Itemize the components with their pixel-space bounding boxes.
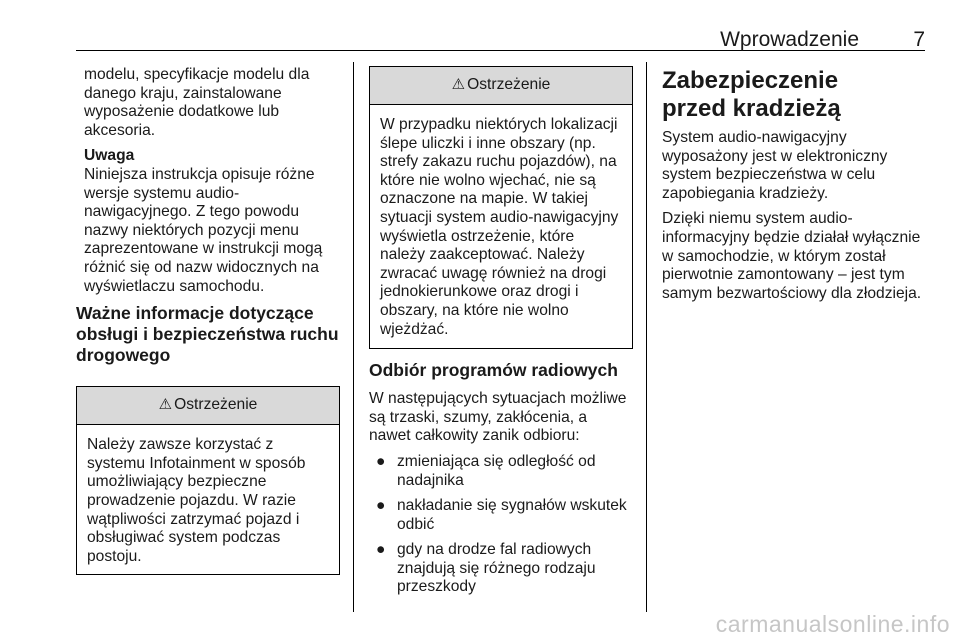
bullet-list bbox=[369, 453, 633, 597]
note-paragraph: Niniejsza instrukcja opisuje różne wersje systemu audio-nawigacyjnego. Z tego powodu nazwy niektórych pozycji menu zaprezentowane w instrukcji mogą różnić się od nazw widocznych na wyświetlaczu samochodu. bbox=[84, 165, 323, 295]
warning-box-2 bbox=[369, 66, 633, 349]
bullet-icon: ● bbox=[376, 497, 386, 515]
list-item: ● zmieniająca się odległość od nadajnika bbox=[376, 452, 596, 489]
warning-header bbox=[77, 387, 339, 425]
column-1 bbox=[76, 66, 346, 575]
list-item: ● gdy na drodze fal radiowych znajdują się różnego rodzaju przeszkody bbox=[376, 541, 596, 596]
warning-header bbox=[370, 67, 632, 105]
column-2 bbox=[369, 66, 633, 604]
warning-title: Ostrzeżenie bbox=[467, 76, 551, 94]
column-3 bbox=[662, 66, 930, 310]
warning-text: W przypadku niektórych lokalizacji ślepe uliczki i inne obszary (np. strefy zakazu ruchu pojazdów), na które nie wolno wjechać, nie są oznaczone na mapie. W takiej sytuacji system audio-nawigacyjny wyświetla ostrzeżenie, które należy zaakceptować. Należy zwracać uwagę również na drogi jednokierunkowe oraz drogi i obszary, na które nie wolno wjeżdżać. bbox=[380, 116, 619, 338]
column-divider-2 bbox=[646, 62, 647, 612]
watermark: carmanualsonline.info bbox=[715, 611, 950, 637]
bullet-icon: ● bbox=[376, 541, 386, 559]
list-item: ● nakładanie się sygnałów wskutek odbić bbox=[376, 497, 627, 533]
warning-text: Należy zawsze korzystać z systemu Infotainment w sposób umożliwiający bezpieczne prowadzenie pojazdu. W razie wątpliwości zatrzymać pojazd i obsługiwać system podczas postoju. bbox=[87, 436, 306, 565]
page-number: 7 bbox=[913, 28, 925, 51]
section-title: Wprowadzenie bbox=[720, 28, 859, 51]
column-divider-1 bbox=[353, 62, 354, 612]
safety-heading: Ważne informacje dotyczące obsługi i bezpieczeństwa ruchu drogowego bbox=[76, 303, 339, 366]
note-title: Uwaga bbox=[84, 147, 135, 165]
warning-triangle-icon: ⚠ bbox=[451, 76, 466, 94]
warning-triangle-icon: ⚠ bbox=[158, 396, 173, 414]
theft-heading: Zabezpieczenie przed kradzieżą bbox=[662, 67, 841, 122]
warning-box-1 bbox=[76, 386, 340, 575]
bullet-icon: ● bbox=[376, 452, 386, 470]
theft-paragraph-1: System audio-nawigacyjny wyposażony jest w elektroniczny system bezpieczeństwa w celu zapobiegania kradzieży. bbox=[662, 129, 888, 202]
intro-paragraph: modelu, specyfikacje modelu dla danego kraju, zainstalowane wyposażenie dodatkowe lub akcesoria. bbox=[84, 66, 310, 139]
page-header bbox=[76, 26, 925, 51]
radio-intro: W następujących sytuacjach możliwe są trzaski, szumy, zakłócenia, a nawet całkowity zanik odbioru: bbox=[369, 390, 627, 445]
warning-title: Ostrzeżenie bbox=[174, 396, 258, 414]
theft-paragraph-2: Dzięki niemu system audio-informacyjny będzie działał wyłącznie w samochodzie, w którym został pierwotnie zamontowany – jest tym samym bezwartościowy dla złodzieja. bbox=[662, 210, 922, 302]
radio-heading: Odbiór programów radiowych bbox=[369, 360, 618, 381]
